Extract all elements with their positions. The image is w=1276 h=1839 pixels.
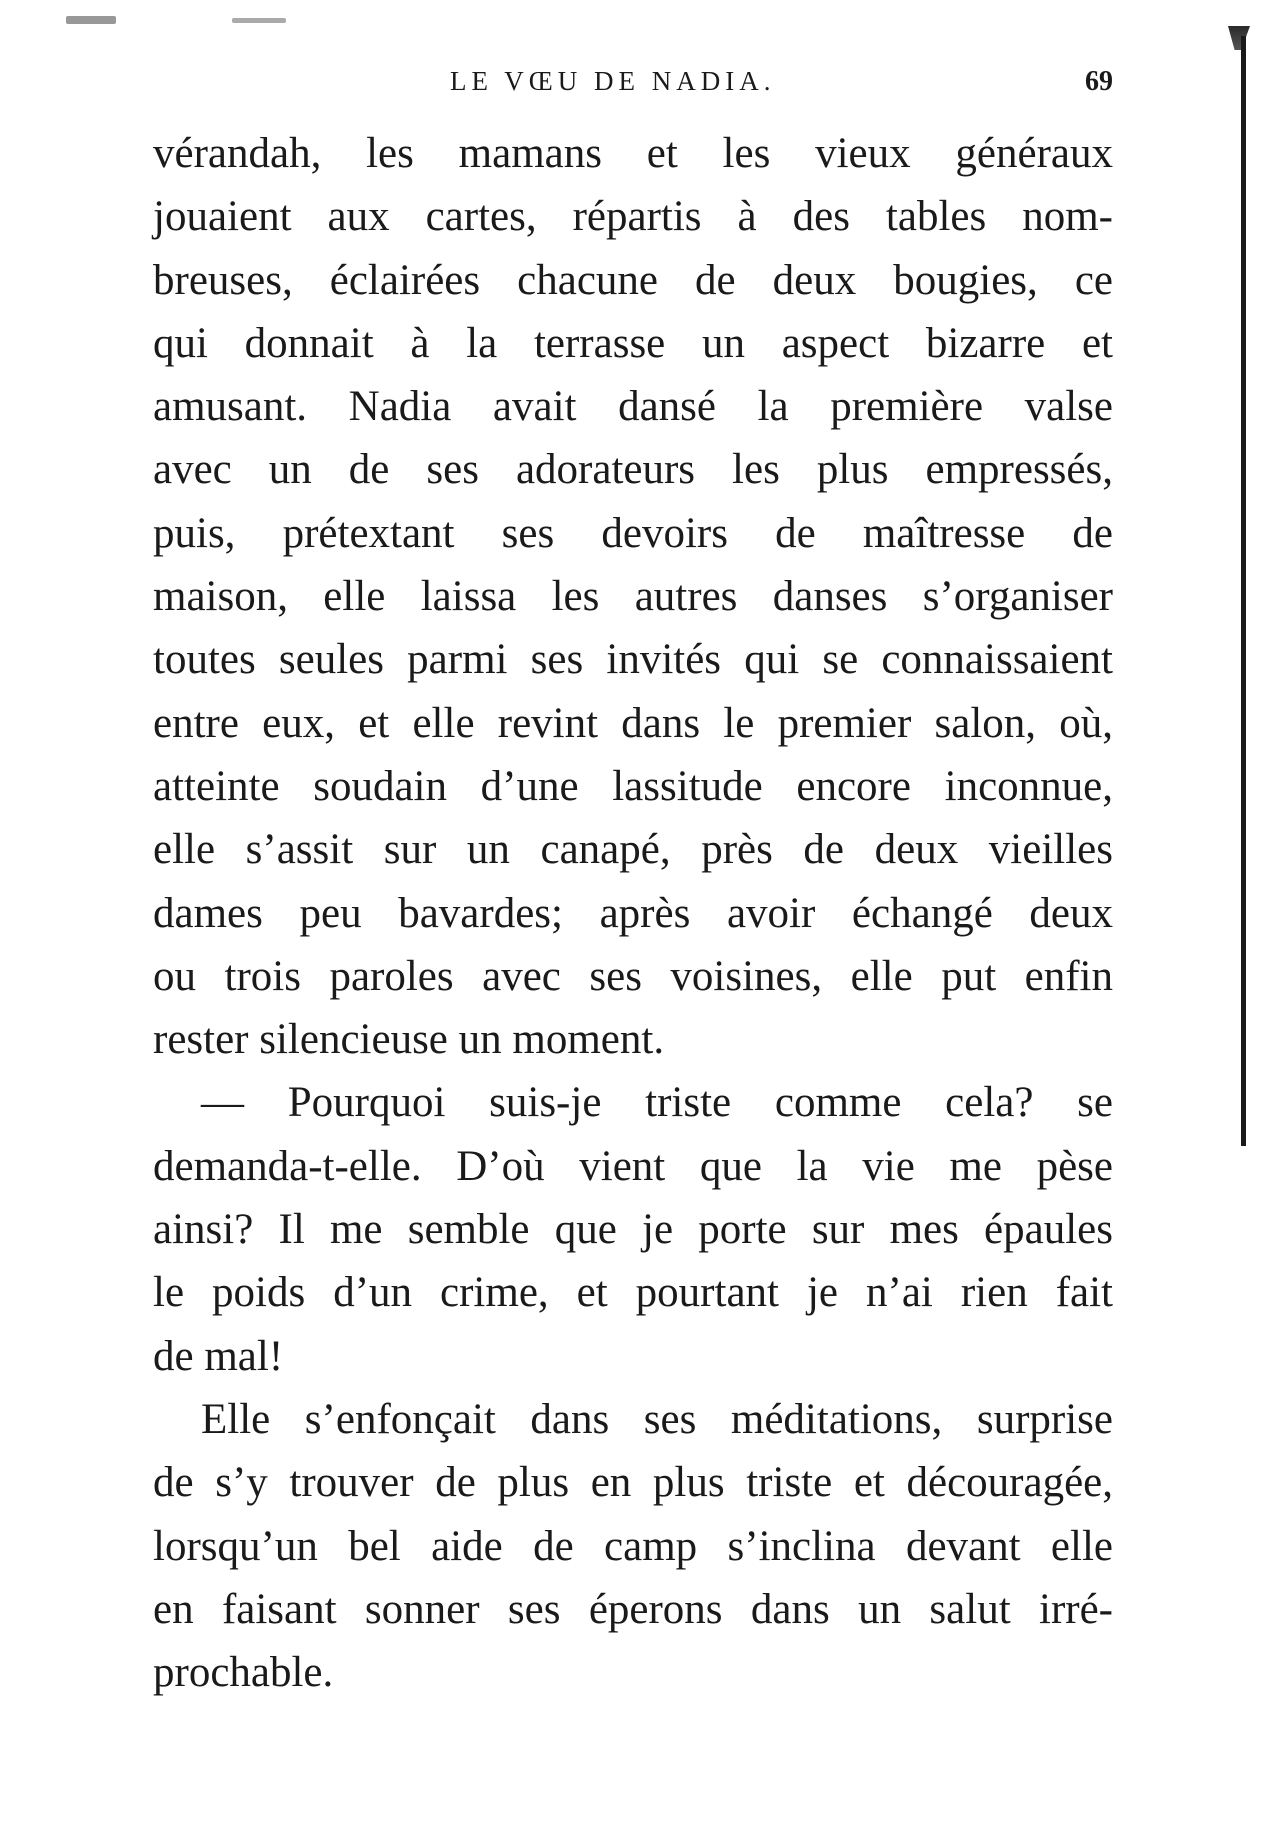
text-line: ou trois paroles avec ses voisines, elle put enfin: [153, 952, 1113, 1000]
text-line: demanda-t-elle. D’où vient que la vie me pèse: [153, 1142, 1113, 1190]
text-line: lorsqu’un bel aide de camp s’inclina devant elle: [153, 1522, 1113, 1570]
text-line: le poids d’un crime, et pourtant je n’ai rien fait: [153, 1269, 1113, 1317]
text-line: entre eux, et elle revint dans le premier salon, où,: [153, 699, 1113, 747]
text-line: — Pourquoi suis-je triste comme cela? se: [201, 1079, 1113, 1127]
running-title: LE VŒU DE NADIA.: [450, 66, 776, 96]
text-line: qui donnait à la terrasse un aspect bizarre et: [153, 319, 1113, 367]
text-line: toutes seules parmi ses invités qui se connaissaient: [153, 636, 1113, 684]
text-line: avec un de ses adorateurs les plus empressés,: [153, 446, 1113, 494]
text-line: puis, prétextant ses devoirs de maîtresse de: [153, 509, 1113, 557]
text-line: amusant. Nadia avait dansé la première valse: [153, 383, 1113, 431]
text-line: atteinte soudain d’une lassitude encore inconnue,: [153, 762, 1113, 810]
text-line: dames peu bavardes; après avoir échangé deux: [153, 889, 1113, 937]
text-line: de mal!: [153, 1332, 284, 1380]
scan-smudge: [232, 18, 286, 23]
binding-edge-bar: [1241, 36, 1246, 1146]
page-number: 69: [1085, 66, 1113, 97]
binding-edge-top: [1228, 26, 1250, 50]
text-line: de s’y trouver de plus en plus triste et découragée,: [153, 1459, 1113, 1507]
text-line: prochable.: [153, 1649, 334, 1697]
text-line: vérandah, les mamans et les vieux généraux: [153, 130, 1113, 177]
scan-smudge: [66, 16, 116, 24]
text-line: breuses, éclairées chacune de deux bougies, ce: [153, 256, 1113, 304]
text-line: rester silencieuse un moment.: [153, 1016, 665, 1064]
text-line: maison, elle laissa les autres danses s’organiser: [153, 573, 1113, 621]
text-line: ainsi? Il me semble que je porte sur mes épaules: [153, 1206, 1113, 1254]
text-line: Elle s’enfonçait dans ses méditations, surprise: [201, 1395, 1113, 1443]
body-text: [153, 122, 1113, 1704]
page-header: [153, 66, 1113, 106]
text-line: elle s’assit sur un canapé, près de deux vieilles: [153, 826, 1113, 874]
text-line: en faisant sonner ses éperons dans un salut irré-: [153, 1585, 1113, 1633]
text-line: jouaient aux cartes, répartis à des tables nom-: [153, 193, 1113, 241]
